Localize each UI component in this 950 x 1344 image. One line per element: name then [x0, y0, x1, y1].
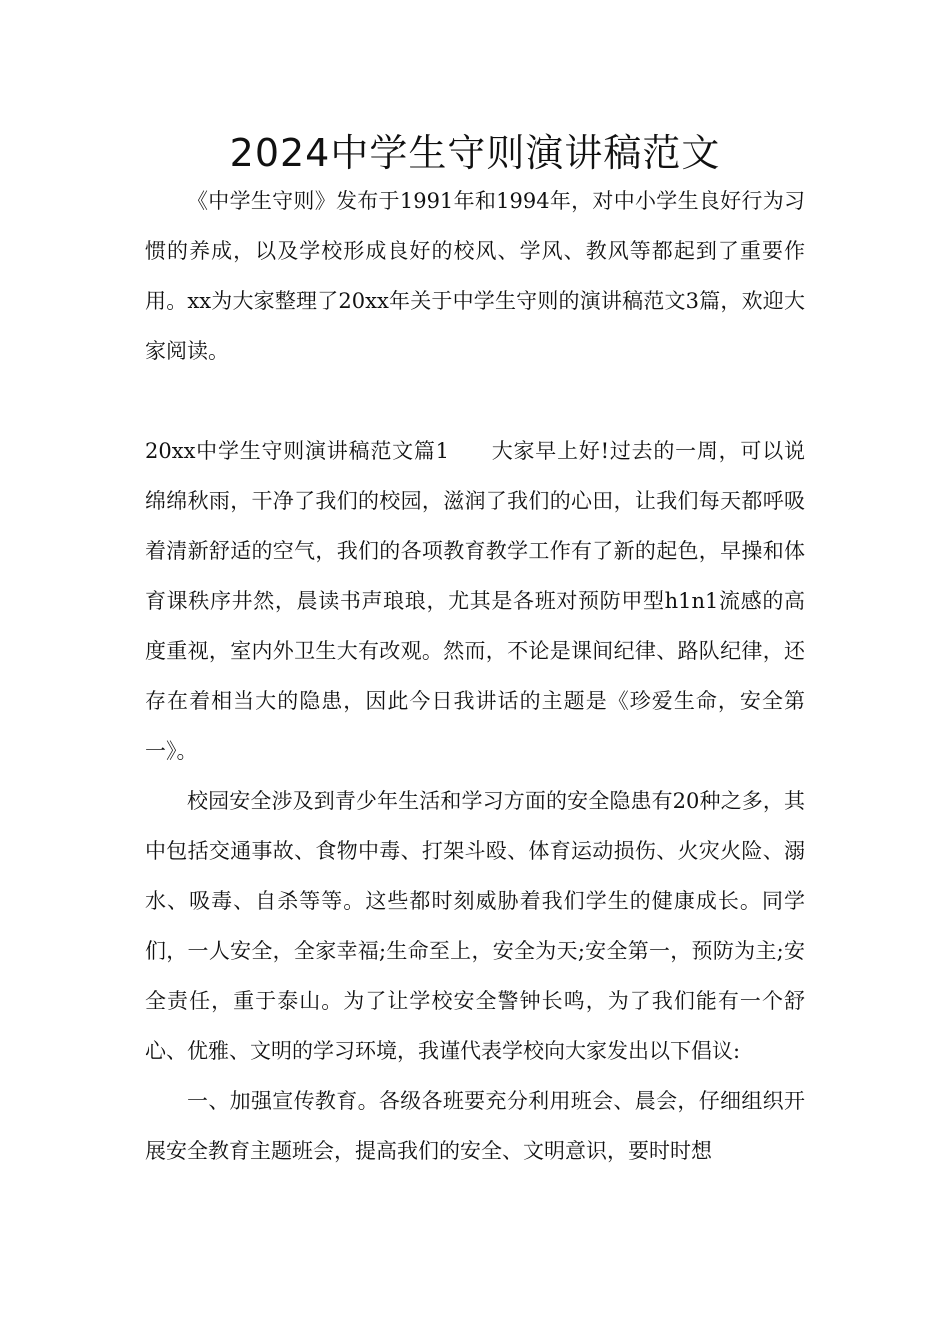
section-1-paragraph: [145, 426, 805, 776]
paragraph-spacer: [145, 376, 805, 426]
proposal-paragraph: 一、加强宣传教育。各级各班要充分利用班会、晨会，仔细组织开展安全教育主题班会，提高我们的安全、文明意识，要时时想: [145, 1089, 805, 1163]
document-body: [145, 176, 805, 1176]
intro-paragraph: 《中学生守则》发布于1991年和1994年，对中小学生良好行为习惯的养成，以及学校形成良好的校风、学风、教风等都起到了重要作用。xx为大家整理了20xx年关于中学生守则的演讲稿范文3篇，欢迎大家阅读。: [145, 189, 805, 363]
section-first-paragraph: 大家早上好!过去的一周，可以说绵绵秋雨，干净了我们的校园，滋润了我们的心田，让我们每天都呼吸着清新舒适的空气，我们的各项教育教学工作有了新的起色，早操和体育课秩序井然，晨读书声琅琅，尤其是各班对预防甲型h1n1流感的高度重视，室内外卫生大有改观。然而，不论是课间纪律、路队纪律，还存在着相当大的隐患，因此今日我讲话的主题是《珍爱生命，安全第一》。: [145, 439, 805, 763]
safety-paragraph: 校园安全涉及到青少年生活和学习方面的安全隐患有20种之多，其中包括交通事故、食物中毒、打架斗殴、体育运动损伤、火灾火险、溺水、吸毒、自杀等等。这些都时刻威胁着我们学生的健康成长。同学们，一人安全，全家幸福;生命至上，安全为天;安全第一，预防为主;安全责任，重于泰山。为了让学校安全警钟长鸣，为了我们能有一个舒心、优雅、文明的学习环境，我谨代表学校向大家发出以下倡议:: [145, 789, 805, 1063]
document-title: 2024中学生守则演讲稿范文: [229, 131, 721, 175]
section-heading: 20xx中学生守则演讲稿范文篇1: [145, 439, 449, 463]
